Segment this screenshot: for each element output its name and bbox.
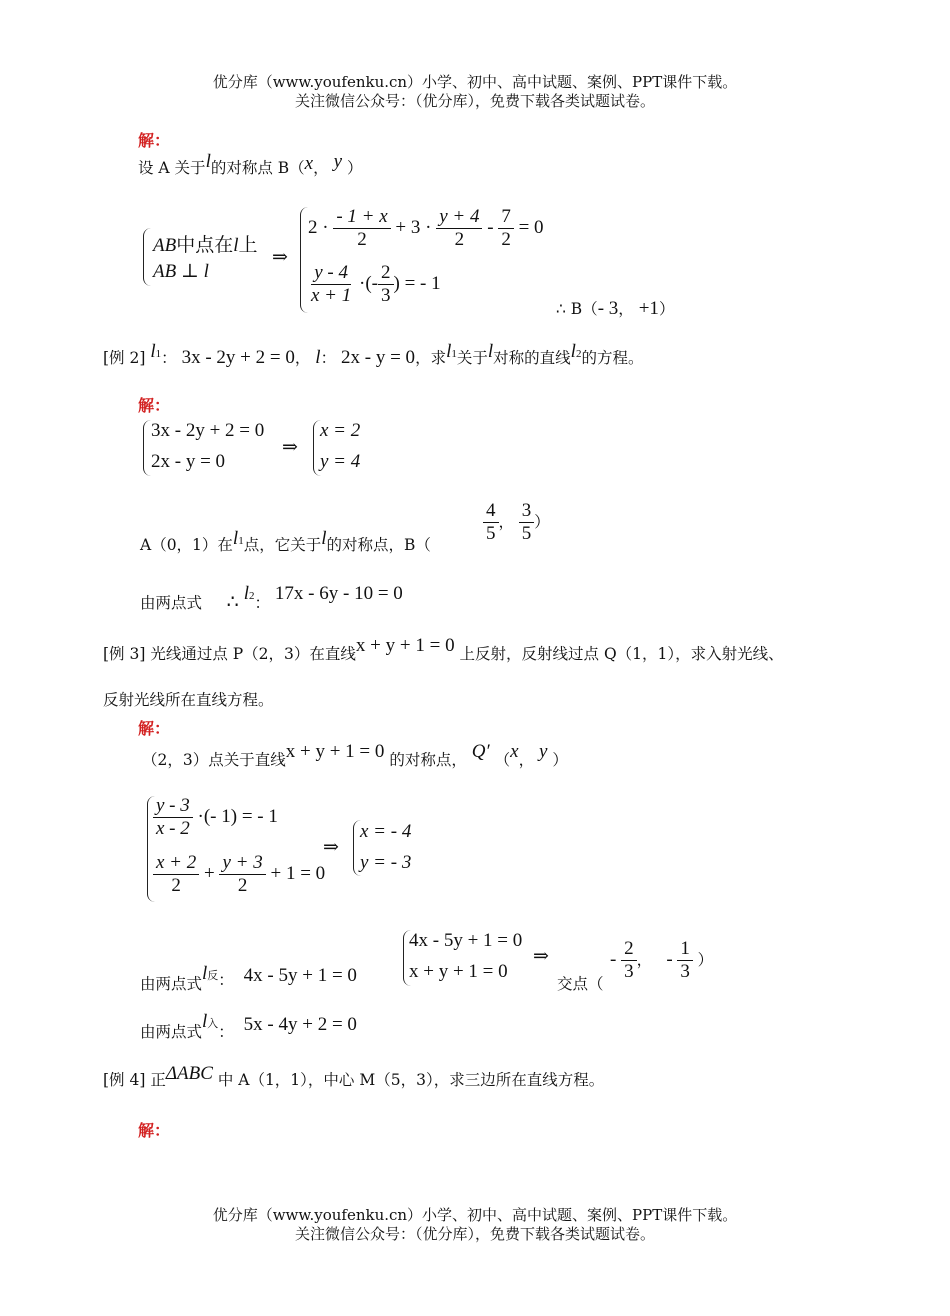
s1-sys-row2: AB ⊥ l (153, 261, 209, 282)
ex3-inc-eq: 5x - 4y + 2 = 0 (243, 1014, 357, 1035)
solution-label: 解： (138, 131, 171, 150)
ex3-pc: （ (494, 751, 511, 769)
ex2-comma: ， (294, 349, 311, 367)
ex4-solution-label: 解： (138, 1121, 171, 1140)
ex2-sys1: 3x - 2y + 2 = 0 (151, 420, 265, 441)
ex3-inc-colon: ： (218, 1023, 234, 1041)
ex3-sys-row2 (153, 852, 325, 897)
ex3-arrow: ⇒ (323, 837, 339, 858)
s1-r2-frac2 (378, 262, 394, 307)
ex3-inc-l-letter: l (202, 1011, 208, 1032)
s1-y: y (333, 151, 342, 172)
ex3-s2-f1n: x + 2 (153, 852, 199, 875)
ex3-text-b: 上反射，反射线过点 Q（1，1），求入射光线、 (459, 645, 784, 663)
ex2-l2b-sub: 2 (248, 590, 255, 602)
ex3-iy-frac (677, 938, 693, 983)
ex2-label: [例 2] (103, 349, 146, 367)
ex3-sys-row1 (153, 795, 278, 840)
ex2-l: l (315, 347, 321, 368)
ex2-result: 17x - 6y - 10 = 0 (274, 583, 403, 604)
ex3-pcomma: ， (518, 751, 535, 769)
ex3-text-a: 光线通过点 P（2，3）在直线 (150, 645, 356, 663)
s1-ans-comma: ， (618, 300, 634, 318)
ex3-s2-frac1 (153, 852, 199, 897)
ex3-intersection-label: 交点（ (557, 975, 604, 993)
s1-r1-b: + 3 · (395, 216, 432, 238)
ex3-refl-eq: 4x - 5y + 1 = 0 (243, 965, 357, 986)
ex3-s2-f2n: y + 3 (219, 852, 265, 875)
ex4-problem (103, 1062, 605, 1089)
ex3-p-line: x + y + 1 = 0 (285, 741, 385, 762)
s1-r2-a: ·(- (359, 272, 378, 294)
ex3-line: x + y + 1 = 0 (355, 635, 455, 656)
ex2-pl-letter: l (232, 528, 239, 549)
ex3-ixn: 2 (621, 938, 637, 961)
ex4-text-a: 正 (150, 1071, 166, 1089)
s1-l2: l (233, 235, 239, 256)
ex2-l2-sub: 2 (575, 348, 582, 360)
ex2-res2: y = 4 (320, 451, 361, 472)
s1-on: 上 (238, 235, 258, 256)
ex2-l1-sub: 1 (155, 348, 162, 360)
ex3-s2-a: + (204, 862, 215, 884)
s1-r2-f1d: x + 1 (311, 285, 352, 306)
s1-r2-b: ) = - 1 (393, 272, 441, 294)
ex3-s1-f1n: y - 3 (153, 795, 193, 818)
s1-r1-a: 2 · (308, 216, 329, 238)
ex3-label: [例 3] (103, 645, 146, 663)
ex2-l1-letter: l (150, 341, 156, 362)
ex2-l2b (244, 583, 255, 604)
ex3-ix-sign: - (610, 948, 617, 970)
ex2-pa: A（0，1）在 (140, 536, 233, 554)
ex2-pl2: l (321, 528, 327, 549)
ex3-pb: 的对称点， (389, 751, 467, 769)
ex2-text-b: 关于 (456, 349, 488, 367)
ex3-inc-a: 由两点式 (140, 1023, 203, 1041)
s1-r1-f2d: 2 (454, 229, 465, 250)
ex2-text-a: ，求 (415, 349, 447, 367)
s1-arrow: ⇒ (272, 247, 288, 268)
ex3-s2-frac2 (219, 852, 265, 897)
ex3-icomma: ， (636, 951, 653, 969)
s1-r1-f1d: 2 (357, 229, 367, 250)
ex2-bcomma: ， (498, 513, 515, 531)
ex2-solution-label: 解： (138, 396, 171, 415)
ex3-sys-b: x + y + 1 = 0 (409, 961, 508, 982)
ex2-sys2: 2x - y = 0 (151, 451, 226, 472)
ex3-r1: x = - 4 (360, 821, 412, 842)
ex2-byn: 3 (519, 500, 535, 523)
ex2-pc: 的对称点，B（ (326, 536, 431, 554)
s1-eq-row1 (308, 206, 544, 251)
s1-intro-b: 的对称点 B（ (210, 159, 305, 177)
ex2-result-line (140, 582, 403, 613)
ex3-px: x (510, 741, 519, 762)
s1-ans-a: ∴ B（ (556, 300, 598, 318)
ex3-ixd: 3 (624, 961, 634, 982)
ex2-l1b (446, 341, 457, 362)
ex2-two-point: 由两点式 (140, 594, 203, 612)
ex3-refl-l-letter: l (202, 963, 208, 984)
s1-l: l (205, 151, 211, 172)
s1-r1-frac3 (498, 206, 514, 251)
s1-r2-f2n: 2 (378, 262, 394, 285)
ex3-s2-f2d: 2 (237, 875, 248, 896)
ex2-point-line (140, 500, 431, 554)
ex2-colon3: ： (254, 594, 270, 612)
s1-r1-f3n: 7 (498, 206, 514, 229)
ex3-refl-colon: ： (218, 971, 234, 989)
ex3-pclose: ） (552, 751, 568, 769)
footer-line-1: 优分库（www.youfenku.cn）小学、初中、高中试题、案例、PPT课件下载。 (212, 1206, 738, 1224)
s1-answer (556, 297, 674, 320)
ex2-by-frac (519, 500, 535, 545)
s1-r2-f1n: y - 4 (311, 262, 351, 285)
ex4-label: [例 4] (103, 1071, 146, 1089)
s1-r1-f3d: 2 (501, 229, 511, 250)
ex3-s1-a: ·(- 1) = - 1 (197, 805, 278, 827)
s1-r1-c: - (487, 216, 494, 238)
ex3-s1-frac (153, 795, 193, 840)
s1-x: x (304, 153, 314, 174)
ex3-solution-label: 解： (138, 719, 171, 738)
s1-r2-frac1 (308, 262, 354, 307)
ex2-byd: 5 (521, 523, 532, 544)
ex2-colon2: ： (320, 349, 337, 367)
ex2-eq1: 3x - 2y + 2 = 0 (181, 347, 295, 368)
ex3-arrow2: ⇒ (533, 946, 549, 967)
ex3-intersection (610, 938, 713, 983)
s1-r1-frac2 (436, 206, 482, 251)
ex3-iyn: 1 (677, 938, 693, 961)
ex3-sys-a: 4x - 5y + 1 = 0 (409, 930, 523, 951)
ex2-therefore: ∴ (226, 592, 239, 613)
s1-r2-f2d: 3 (381, 285, 391, 306)
ex2-l2b-letter: l (243, 583, 249, 604)
ex2-b-coords (483, 500, 550, 545)
ex2-bxn: 4 (483, 500, 499, 523)
ex4-triangle: ΔABC (165, 1063, 213, 1084)
ex3-s1-f1d: x - 2 (156, 818, 190, 839)
ex2-l1b-letter: l (446, 341, 452, 362)
ex3-ix-frac (621, 938, 637, 983)
ex2-eq2: 2x - y = 0 (341, 347, 416, 368)
s1-r1-d: = 0 (518, 216, 544, 238)
ex2-pl-sub: 1 (238, 535, 244, 547)
ex3-iclose: ） (697, 951, 714, 969)
ex2-l1b-sub: 1 (451, 348, 457, 360)
ex3-r2: y = - 3 (360, 852, 412, 873)
s1-r1-f1n: - 1 + x (333, 206, 390, 229)
s1-close: ） (346, 159, 363, 177)
ex2-res1: x = 2 (320, 420, 361, 441)
s1-eq-row2 (308, 262, 441, 307)
ex3-py: y (539, 741, 548, 762)
ex2-text-c: 对称的直线 (493, 349, 571, 367)
ex3-iy-sign: - (666, 948, 673, 970)
s1-ans-y: +1 (638, 298, 659, 319)
s1-r1-frac1 (333, 206, 390, 251)
ex3-problem-line2: 反射光线所在直线方程。 (103, 691, 274, 709)
ex3-incident (140, 1010, 357, 1041)
ex2-bx-frac (483, 500, 499, 545)
s1-ab: AB (153, 235, 177, 256)
ex3-refl-sub: 反 (207, 969, 219, 982)
s1-intro-a: 设 A 关于 (138, 159, 206, 177)
ex2-problem (103, 341, 644, 369)
ex3-q: Q′ (471, 741, 490, 762)
ex3-inc-sub: 入 (207, 1017, 219, 1030)
ex3-s2-b: + 1 = 0 (270, 862, 326, 884)
ex3-reflected (140, 958, 357, 993)
s1-ans-close: ） (658, 300, 675, 318)
s1-midpoint-text: 中点在 (176, 235, 234, 256)
ex2-l2-letter: l (570, 341, 576, 362)
ex3-iyd: 3 (680, 961, 690, 982)
footer-line-2: 关注微信公众号：（优分库），免费下载各类试题试卷。 (294, 1225, 655, 1243)
ex2-l2 (571, 341, 582, 362)
ex3-refl-a: 由两点式 (140, 975, 203, 993)
ex2-colon: ： (161, 349, 177, 367)
s1-comma: ， (313, 159, 329, 177)
ex2-arrow: ⇒ (282, 437, 298, 458)
s1-r1-f2n: y + 4 (436, 206, 482, 229)
header-line-2: 关注微信公众号：（优分库），免费下载各类试题试卷。 (294, 92, 655, 110)
ex4-text-b: 中 A（1，1），中心 M（5，3），求三边所在直线方程。 (217, 1071, 605, 1089)
ex3-inc-l (202, 1011, 218, 1032)
ex2-bclose: ） (534, 513, 550, 531)
s1-intro (138, 151, 363, 179)
s1-brace-left (143, 228, 152, 286)
ex3-point-line (142, 740, 568, 769)
header-line-1: 优分库（www.youfenku.cn）小学、初中、高中试题、案例、PPT课件下载。 (212, 73, 738, 91)
ex2-pl (233, 528, 244, 549)
ex3-pa: （2，3）点关于直线 (142, 751, 286, 769)
ex2-bxd: 5 (486, 523, 496, 544)
ex2-pb: 点，它关于 (243, 536, 322, 554)
ex3-s2-f1d: 2 (171, 875, 181, 896)
ex3-refl-l (202, 963, 218, 984)
ex2-l1 (150, 341, 161, 362)
ex3-problem-line1 (103, 634, 784, 663)
s1-ans-x: - 3 (597, 298, 619, 319)
ex2-text-d: 的方程。 (581, 349, 644, 367)
s1-sys-row1 (153, 230, 258, 257)
ex2-lc: l (487, 341, 494, 362)
